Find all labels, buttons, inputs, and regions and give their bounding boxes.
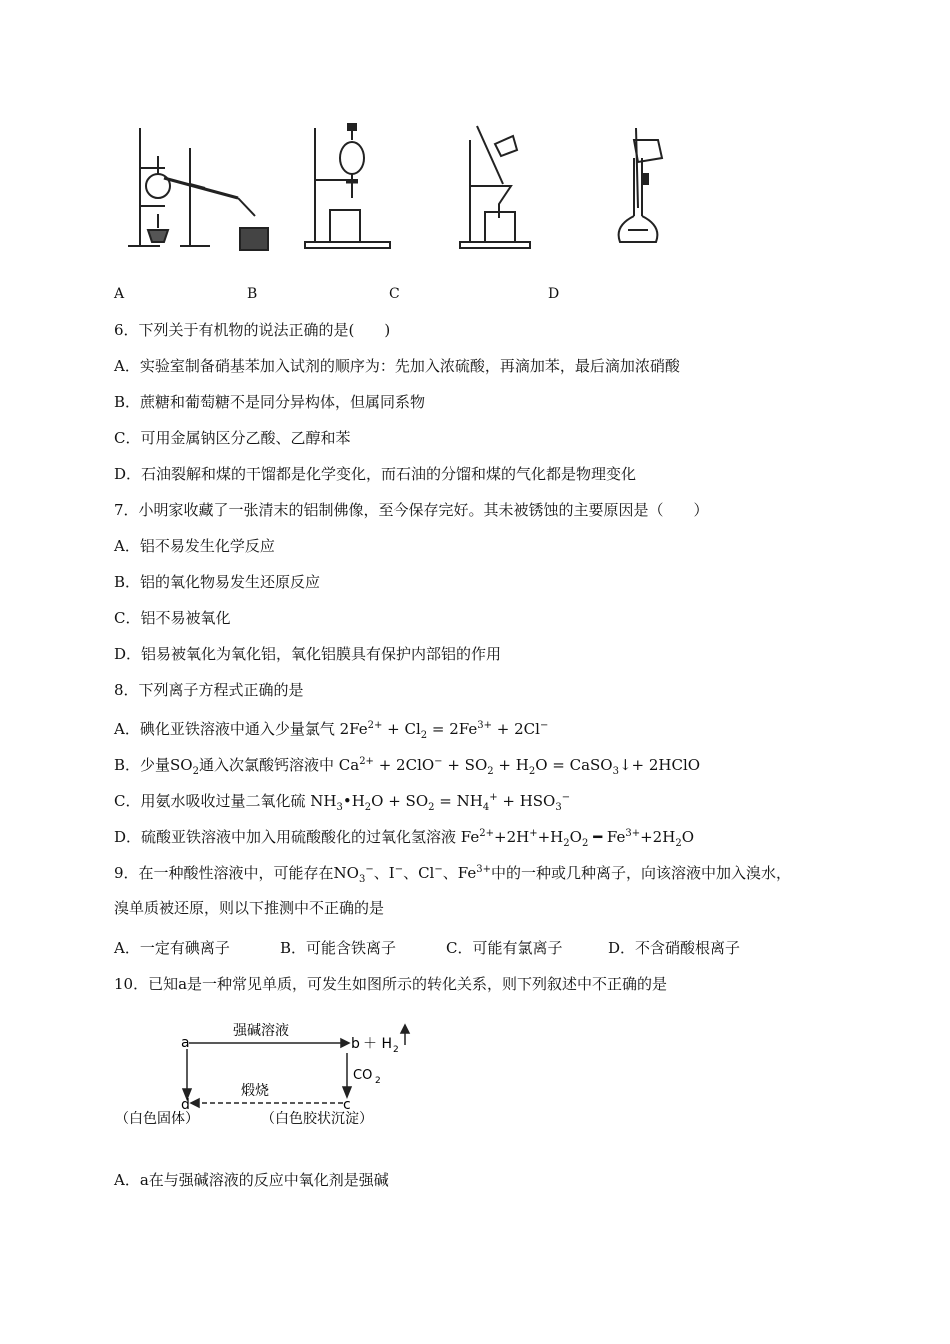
q7-option-a: A．铝不易发生化学反应 bbox=[114, 537, 275, 555]
q10-stem: 10．已知a是一种常见单质，可发生如图所示的转化关系，则下列叙述中不正确的是 bbox=[114, 975, 668, 993]
q10-option-a: A．a在与强碱溶液的反应中氧化剂是强碱 bbox=[114, 1171, 389, 1189]
q8-option-a: A．碘化亚铁溶液中通入少量氯气 $2Fe^{2+} + Cl_2 = 2Fe^{3+} + 2Cl^-$ bbox=[114, 720, 549, 741]
q9-stem-line2: 溴单质被还原，则以下推测中不正确的是 bbox=[114, 899, 385, 917]
q8-stem: 8．下列离子方程式正确的是 bbox=[114, 681, 304, 699]
distillation-apparatus-figure bbox=[120, 118, 280, 253]
flow-node-d: d bbox=[181, 1097, 190, 1113]
q9-options bbox=[114, 938, 740, 958]
q6-option-d: D．石油裂解和煤的干馏都是化学变化，而石油的分馏和煤的气化都是物理变化 bbox=[114, 465, 637, 483]
q6-stem: 6．下列关于有机物的说法正确的是( ) bbox=[114, 321, 391, 339]
q6-option-a: A．实验室制备硝基苯加入试剂的顺序为：先加入浓硫酸，再滴加苯，最后滴加浓硝酸 bbox=[114, 357, 680, 375]
flow-h2-subscript: 2 bbox=[393, 1045, 399, 1055]
q9-option-c: C．可能有氯离子 bbox=[446, 939, 563, 957]
figure-label-c: C bbox=[389, 286, 400, 302]
flow-node-b: b bbox=[351, 1036, 360, 1052]
flow-top-label: 强碱溶液 bbox=[233, 1023, 289, 1039]
q9-option-a: A．一定有碘离子 bbox=[114, 939, 230, 957]
q9-option-b: B．可能含铁离子 bbox=[280, 939, 397, 957]
flow-node-c: c bbox=[343, 1097, 351, 1113]
figure-label-a: A bbox=[114, 286, 125, 302]
q8-option-b: B．少量$SO_2$通入次氯酸钙溶液中 $Ca^{2+} + 2ClO^- + SO_2 + H_2O$ = CaSO$_3$↓+ 2HClO bbox=[114, 756, 701, 777]
q7-option-c: C．铝不易被氧化 bbox=[114, 609, 231, 627]
flow-co2-subscript: 2 bbox=[375, 1076, 381, 1086]
q6-option-c: C．可用金属钠区分乙酸、乙醇和苯 bbox=[114, 429, 351, 447]
apparatus-figures bbox=[100, 118, 720, 258]
q9-stem: 9．在一种酸性溶液中，可能存在$NO_3^-$、I−、Cl−、$Fe^{3+}$中的一种或几种离子，向该溶液中加入溴水， bbox=[114, 864, 791, 885]
flow-plus-h2: ＋ H bbox=[363, 1036, 392, 1052]
flow-right-caption: （白色胶状沉淀） bbox=[261, 1111, 373, 1127]
q6-option-b: B．蔗糖和葡萄糖不是同分异构体，但属同系物 bbox=[114, 393, 426, 411]
q8-option-d: D．硫酸亚铁溶液中加入用硫酸酸化的过氧化氢溶液 $Fe^{2+}+2H^++H_2O_2$ ━ $Fe^{3+}+2H_2O$ bbox=[114, 828, 694, 849]
flow-node-a: a bbox=[181, 1035, 190, 1051]
volumetric-flask-figure bbox=[610, 118, 690, 253]
q7-option-d: D．铝易被氧化为氧化铝，氧化铝膜具有保护内部铝的作用 bbox=[114, 645, 502, 663]
figure-label-b: B bbox=[247, 286, 258, 302]
flow-left-caption: （白色固体） bbox=[115, 1111, 199, 1127]
separatory-funnel-figure bbox=[300, 118, 420, 253]
transformation-diagram bbox=[115, 1015, 425, 1130]
q7-option-b: B．铝的氧化物易发生还原反应 bbox=[114, 573, 321, 591]
filtration-figure bbox=[455, 118, 565, 253]
flow-co2-label: CO bbox=[353, 1068, 373, 1083]
q7-stem: 7．小明家收藏了一张清末的铝制佛像，至今保存完好。其未被锈蚀的主要原因是（ ） bbox=[114, 501, 709, 519]
figure-label-d: D bbox=[548, 286, 560, 302]
q9-option-d: D．不含硝酸根离子 bbox=[608, 939, 741, 957]
flow-bottom-label: 煅烧 bbox=[241, 1083, 269, 1099]
q8-option-c: C．用氨水吸收过量二氧化硫 $NH_3•H_2O + SO_2 = NH_4^+ + HSO_3^-$ bbox=[114, 792, 571, 813]
